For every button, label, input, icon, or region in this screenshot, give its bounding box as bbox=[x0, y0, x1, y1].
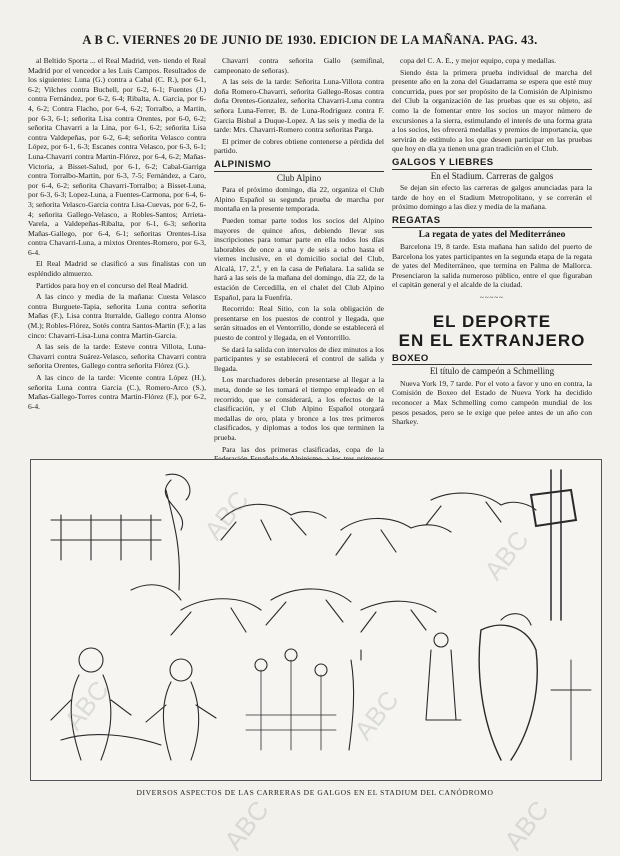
illustration-caption: DIVERSOS ASPECTOS DE LAS CARRERAS DE GALGOS EN EL STADIUM DEL CANÓDROMO bbox=[136, 788, 494, 797]
paragraph: al Beltido Sporta ... el Real Madrid, ven- tiendo el Real Madrid por el vencedor a les Luis Campos. Resultados de los siguientes: Luna (G.) contra a Cabal (C. R.), por 6-1, 6-2; Vilches contra Buchell, por 6-2, 6-1; Fuentes (J.) contra Fernández, por 6-2, 6-4; Ribalta, A. Garcia, por 6-4, 6-2; Contra Flacho, por 6-4, 6-2; Torralbo, a Martin, por 6-3, 6-1; señorita Lisa contra Orentes, por 6-0, 6-2; señorita Chavarri a la Lina, por 6-1, 6-2; señorita Lisa contra Valdepeñas, por 6-2, 6-4; señorita Velasco contra López, por 6-1, 6-3; Escanes contra Velasco, por 6-3, 6-1; Luna-Chavarri contra Martin-Flórez, por 6-4, 6-2; Mañas-Victoria, a Bisset-Salud, por 6-1, 6-2; Cabal-Garriga contra Torralbo-Martin, por 6-3, 7-5; Fernández, a Caro, por 6-4, 6-2; señorita Chavarri-Torralbo; a Bisset-Luna, por 6-3, 6-3; Lopez-Luna, a Fuentes-Carmona, por 6-4, 6-3; señorita Velasco-Garcia contra Lisa-Cuevas, por 6-2, 6-4; señorita Gallego-Velasco, a Robles-Santos; Arrieta-Varela, a Valdepeñas-Ribalta, por 6-1, 6-3; señorita Mañas-Gallego, por 6-4, 6-1; señoritas Orentes-Lisa contra Chavarri-Luna, a mixtos Orentes-Romero, por 6-3, 6-4. bbox=[28, 56, 206, 257]
ornament-divider: ~~~~~ bbox=[480, 294, 504, 303]
section-heading-regatas: REGATAS bbox=[392, 216, 592, 228]
watermark: ABC bbox=[348, 684, 405, 746]
column-3 bbox=[392, 56, 592, 429]
paragraph: Los marchadores deberán presentarse al llegar a la meta, donde se les tomará el tiempo empleado en el recorrido, que se considerará, a los efectos de la clasificación, y el Club Alpino Español otorgará medallas de oro, plata y bronce a los tres primeros clasificados, y diplomas a todos los que terminen la prueba. bbox=[214, 375, 384, 442]
column-2 bbox=[214, 56, 384, 485]
watermark: ABC bbox=[478, 524, 535, 586]
figure-coat bbox=[479, 625, 537, 760]
watermark: ABC bbox=[218, 794, 275, 856]
tree-trunk bbox=[165, 474, 190, 590]
paragraph: A las seis de la tarde: Esteve contra Villota, Luna-Chavarri contra Suárez-Velasco, señorita Chavarri contra señorita Orentes, Gallego contra señorita Flórez (G.). bbox=[28, 342, 206, 371]
paragraph: Partidos para hoy en el concurso del Real Madrid. bbox=[36, 280, 189, 290]
page-header: A B C. VIERNES 20 DE JUNIO DE 1930. EDICION DE LA MAÑANA. PAG. 43. bbox=[82, 33, 538, 47]
illustration-greyhound-races bbox=[30, 459, 602, 781]
big-title-line1: EL DEPORTE bbox=[432, 311, 552, 331]
greyhound-running bbox=[266, 589, 351, 625]
paragraph: A las cinco de la tarde: Vicente contra López (H.), señorita Luna contra Garcia (C.), Romero-Arco (S.), Mañas-Gallego-Torres contra Martin-Flórez (F.), por 6-2, 6-4. bbox=[28, 373, 206, 411]
subheading-schmelling: El título de campeón a Schmelling bbox=[429, 366, 555, 377]
paragraph: Siendo ésta la primera prueba individual de marcha del presente año en la zona del Guadarrama se espera que esté muy concurrida, pues por ser propósito de la Comisión de Alpinismo del Club la organización de las pruebas que es su objeto, así como la de fomentar entre los socios un mayor número de excursiones a la sierra, estimulando el interés de una forma grata a los socios, les ofrecerá medallas y premios de importancia, que servirán de estímulo a los que deseen participar en las pruebas que hoy en día ya tienen una gran tradición en el Club. bbox=[392, 67, 592, 154]
paragraph: Nueva York 19, 7 tarde. Por el voto a favor y uno en contra, la Comisión de Boxeo del Estado de Nueva York ha decidido reconocer a Max Schmelling como campeón mundial de los pesos pesados, pero se le exige que pelee antes de un año con Sharkey. bbox=[392, 378, 592, 427]
paragraph: Para el próximo domingo, día 22, organiza el Club Alpino Español su segunda prueba de marcha por montaña en la presente temporada. bbox=[214, 185, 384, 214]
greyhound-running bbox=[171, 599, 261, 635]
paragraph: El Real Madrid se clasificó a sus finalistas con un espléndido almuerzo. bbox=[28, 259, 206, 279]
fence-lines bbox=[51, 515, 161, 560]
greyhound-leaping bbox=[336, 518, 451, 555]
section-heading-boxeo: BOXEO bbox=[392, 354, 592, 366]
subheading-stadium: En el Stadium. Carreras de galgos bbox=[430, 170, 554, 181]
section-heading-galgos: GALGOS Y LIEBRES bbox=[392, 158, 592, 170]
paragraph: Chavarri contra señorita Gallo (semifinal, campeonato de señoras). bbox=[214, 56, 384, 75]
watermark: ABC bbox=[498, 794, 555, 856]
paragraph: Para las dos primeras clasificadas, copa de la bbox=[222, 444, 384, 454]
paragraph: Recorrido: Real Sitio, con la sola obligación de presentarse en los puestos de control y llegada, que serán situados en el Ventorrillo, donde se establecerá el puesto de control y llegada, en el Ventorrillo. bbox=[214, 304, 384, 343]
column-1 bbox=[28, 56, 206, 413]
paragraph: Pueden tomar parte todos los socios del Alpino mayores de quince años, debiendo llevar sus inscripciones para tomar parte en ella todos los días laborables de once a una y de seis a ocho hasta el viernes inclusive, en el domicilio social del Club, Alcalá, 17, 2.º, y en la casa de Peñalara. La salida se hará a las seis de la mañana del domingo, día 22, de la estación de Cercedilla, en el chalet del Club Alpino Español, para la Fuenfría. bbox=[214, 215, 384, 302]
paragraph: Se dará la salida con intervalos de diez minutos a los participantes y se establecerá el control de salida y llegada. bbox=[214, 344, 384, 373]
subheading-regata: La regata de yates del Mediterráneo bbox=[418, 229, 566, 240]
paragraph: El primer de cobres obtiene contenerse a pérdida del partido. bbox=[214, 136, 384, 156]
grandstand bbox=[531, 490, 576, 526]
figure-head bbox=[79, 648, 103, 672]
section-heading-alpinismo: ALPINISMO bbox=[214, 160, 384, 172]
paragraph: Barcelona 19, 8 tarde. Esta mañana han salido del puerto de Barcelona los yates participantes en la segunda etapa de la regata de yates del Mediterráneo, que termina en Palma de Mallorca. Presenciaron la salida numeroso público, entre el que figuraban el capitán general y el alcalde de la ciudad. bbox=[392, 242, 592, 290]
paragraph: A las cinco y media de la mañana: Cuesta Velasco contra Burguete-Tapia, señorita Luna contra señorita Mañas (F.), Lisa contra Iturralde, Gallego contra Alonso (M.); Robles-Flórez, Sotés contra Santos-Martin (F.); a las cinco: Chavarri-Lisa-Luna contra Martin-Garcia. bbox=[28, 292, 206, 340]
greyhound-leaping bbox=[426, 493, 536, 525]
big-title-line2: EN EL EXTRANJERO bbox=[398, 330, 586, 350]
subheading-club-alpino: Club Alpino bbox=[276, 172, 322, 183]
greyhound-running bbox=[361, 601, 436, 632]
watermark: ABC bbox=[198, 484, 255, 546]
big-title bbox=[392, 312, 592, 350]
paragraph: Se dejan sin efecto las carreras de galgos anunciadas para la tarde de hoy en el Stadium Metropolitano, y se correrán el próximo domingo a las diez y media de la mañana. bbox=[392, 183, 592, 212]
paragraph: copa del C. A. E., y mejor equipo, copa y medallas. bbox=[400, 56, 557, 65]
sketch-drawing bbox=[31, 460, 601, 780]
paragraph: A las seis de la tarde: Señorita Luna-Villota contra doña Romero-Chavarri, señorita Gallego-Rosas contra doña Orentes-Gonzalez, señorita Chavarri-Luna contra señora Luna-Ferrer, B. de Luna-Rodriguez contra F. Garcia Bisbal a Duque-Lopez. A las seis y media de la tarde: Mrs. Chavarri-Romero contra señoritas Parga. bbox=[214, 77, 384, 135]
watermark: ABC bbox=[58, 674, 115, 736]
